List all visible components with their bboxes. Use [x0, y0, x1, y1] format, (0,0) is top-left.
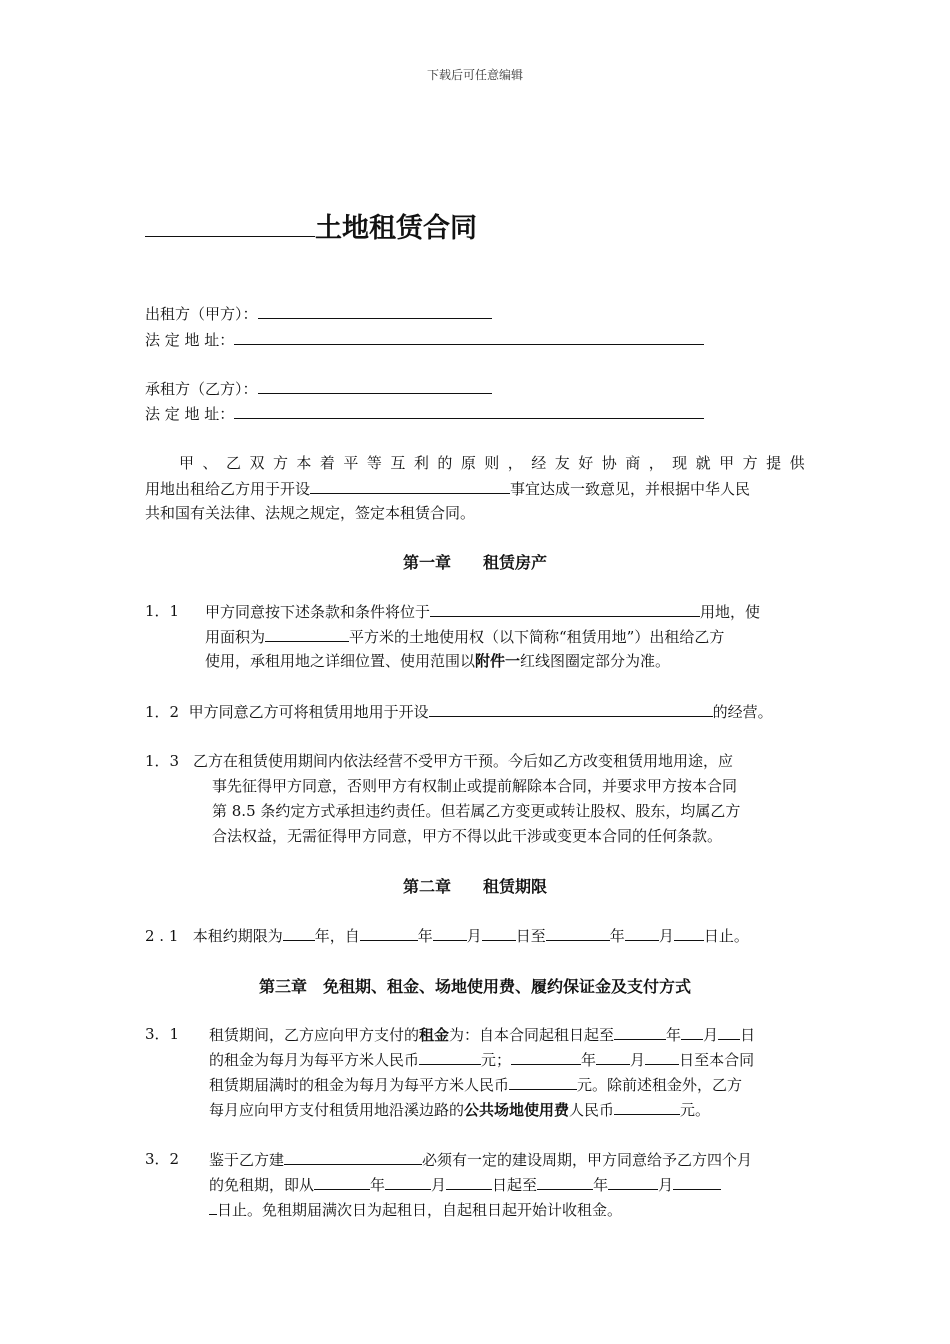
preamble-char: 甲 [719, 454, 735, 472]
preamble-char: 乙 [225, 454, 241, 472]
preamble-char: 平 [343, 454, 359, 472]
term-years-blank[interactable] [283, 924, 315, 941]
preamble-char: 甲 [179, 454, 195, 472]
party-b-line: 承租方（乙方）： [145, 377, 492, 399]
party-a-name-blank[interactable] [258, 302, 492, 319]
operation-blank[interactable] [429, 700, 713, 717]
clause-3-2-line-3: 日止。免租期届满次日为起租日，自起租日起开始计收租金。 [209, 1198, 622, 1220]
page-header: 下载后可任意编辑 [426, 68, 523, 82]
free-to-year-blank[interactable] [537, 1173, 593, 1190]
end-year-blank[interactable] [546, 924, 610, 941]
preamble-char: 双 [249, 454, 265, 472]
clause-1-3-line-3: 第 8.5 条约定方式承担违约责任。但若属乙方变更或转让股权、股东，均属乙方 [212, 802, 741, 820]
preamble-char: 着 [319, 454, 335, 472]
document-title: 土地租赁合同 [145, 206, 477, 245]
clause-1-3-line-4: 合法权益，无需征得甲方同意，甲方不得以此干涉或变更本合同的任何条款。 [212, 827, 723, 845]
clause-1-1-number: 1．1 [145, 602, 180, 620]
clause-1-1-line-3: 使用，承租用地之详细位置、使用范围以附件一红线图圈定部分为准。 [205, 652, 671, 670]
preamble-char: 原 [460, 454, 476, 472]
clause-3-1-line-1: 租赁期间，乙方应向甲方支付的租金为：自本合同起租日起至 年 月 日 [209, 1023, 755, 1045]
business-blank[interactable] [310, 477, 510, 494]
chapter-2-title: 第二章 租赁期限 [402, 877, 547, 896]
rent-from-day-blank[interactable] [645, 1048, 679, 1065]
preamble-char: 协 [601, 454, 617, 472]
preamble-char: 经 [531, 454, 547, 472]
preamble-char: 方 [742, 454, 758, 472]
party-b-address-line: 法 定 地 址： [145, 402, 704, 424]
start-day-blank[interactable] [482, 924, 516, 941]
clause-3-2-number: 3．2 [145, 1150, 180, 1168]
clause-1-2: 1．2 甲方同意乙方可将租赁用地用于开设 的经营。 [145, 700, 773, 722]
title-blank[interactable] [145, 208, 315, 237]
free-to-day-blank-part-2[interactable] [209, 1198, 217, 1215]
preamble-char: 方 [272, 454, 288, 472]
clause-1-3-line-1: 乙方在租赁使用期间内依法经营不受甲方干预。今后如乙方改变租赁用地用途，应 [193, 752, 734, 770]
area-blank[interactable] [265, 625, 349, 642]
clause-1-3-line-2: 事先征得甲方同意，否则甲方有权制止或提前解除本合同，并要求甲方按本合同 [212, 777, 738, 795]
preamble-char: 本 [296, 454, 312, 472]
preamble-char: 供 [789, 454, 805, 472]
preamble-char: 提 [766, 454, 782, 472]
rent-until-month-blank[interactable] [681, 1023, 703, 1040]
preamble-char: 互 [390, 454, 406, 472]
free-from-year-blank[interactable] [314, 1173, 370, 1190]
preamble-char: 商 [625, 454, 641, 472]
clause-3-1-line-3: 租赁期届满时的租金为每月为每平方米人民币 元。除前述租金外，乙方 [209, 1073, 742, 1095]
party-a-address-blank[interactable] [234, 328, 704, 345]
rent-from-year-blank[interactable] [511, 1048, 581, 1065]
preamble-char: 利 [413, 454, 429, 472]
rent-rate-2-blank[interactable] [509, 1073, 577, 1090]
public-fee-blank[interactable] [614, 1098, 680, 1115]
clause-3-1-number: 3．1 [145, 1025, 180, 1043]
preamble-line-2: 用地出租给乙方用于开设 事宜达成一致意见，并根据中华人民 [145, 477, 750, 499]
start-year-blank[interactable] [360, 924, 418, 941]
preamble-line-1 [179, 452, 805, 473]
party-b-address-blank[interactable] [234, 402, 704, 419]
start-month-blank[interactable] [433, 924, 467, 941]
rent-until-day-blank[interactable] [718, 1023, 740, 1040]
clause-3-2-line-1: 鉴于乙方建 必须有一定的建设周期，甲方同意给予乙方四个月 [209, 1148, 752, 1170]
end-day-blank[interactable] [674, 924, 704, 941]
annex-reference: 附件一 [475, 652, 521, 670]
party-a-line: 出租方（甲方）： [145, 302, 492, 324]
clause-3-2-line-2: 的免租期，即从 年 月 日起至 年 月 [209, 1173, 721, 1195]
location-blank[interactable] [430, 600, 700, 617]
free-to-month-blank[interactable] [608, 1173, 658, 1190]
rent-from-month-blank[interactable] [596, 1048, 630, 1065]
party-b-name-blank[interactable] [258, 377, 492, 394]
clause-3-1-line-4: 每月应向甲方支付租赁用地沿溪边路的公共场地使用费人民币 元。 [209, 1098, 710, 1120]
clause-1-1-line-2: 用面积为 平方米的土地使用权（以下简称“租赁用地”）出租给乙方 [205, 625, 724, 647]
preamble-char: ， [507, 454, 523, 472]
preamble-char: ， [648, 454, 664, 472]
preamble-char: 友 [554, 454, 570, 472]
rent-rate-1-blank[interactable] [419, 1048, 481, 1065]
chapter-1-title: 第一章 租赁房产 [402, 553, 547, 572]
preamble-char: 就 [695, 454, 711, 472]
rent-until-year-blank[interactable] [614, 1023, 666, 1040]
preamble-char: 现 [672, 454, 688, 472]
clause-3-1-line-2: 的租金为每月为每平方米人民币 元； 年 月 日至本合同 [209, 1048, 754, 1070]
chapter-3-title: 第三章 免租期、租金、场地使用费、履约保证金及支付方式 [258, 977, 691, 996]
free-from-month-blank[interactable] [385, 1173, 431, 1190]
free-to-day-blank-part-1[interactable] [673, 1173, 721, 1190]
preamble-char: 的 [437, 454, 453, 472]
end-month-blank[interactable] [625, 924, 659, 941]
rent-keyword: 租金 [419, 1025, 450, 1044]
clause-1-1-line-1: 甲方同意按下述条款和条件将位于 用地，使 [205, 600, 760, 622]
preamble-char: 好 [578, 454, 594, 472]
clause-1-3-number: 1．3 [145, 752, 180, 770]
preamble-char: 则 [484, 454, 500, 472]
party-a-address-line: 法 定 地 址： [145, 328, 704, 350]
public-fee-keyword: 公共场地使用费 [464, 1100, 570, 1119]
construction-blank[interactable] [284, 1148, 422, 1165]
clause-2-1: 2 . 1 本租约期限为 年，自 年 月 日至 年 月 日止。 [145, 924, 749, 946]
preamble-char: 等 [366, 454, 382, 472]
preamble-line-3: 共和国有关法律、法规之规定，签定本租赁合同。 [145, 504, 476, 522]
preamble-char: 、 [202, 454, 218, 472]
free-from-day-blank[interactable] [446, 1173, 492, 1190]
